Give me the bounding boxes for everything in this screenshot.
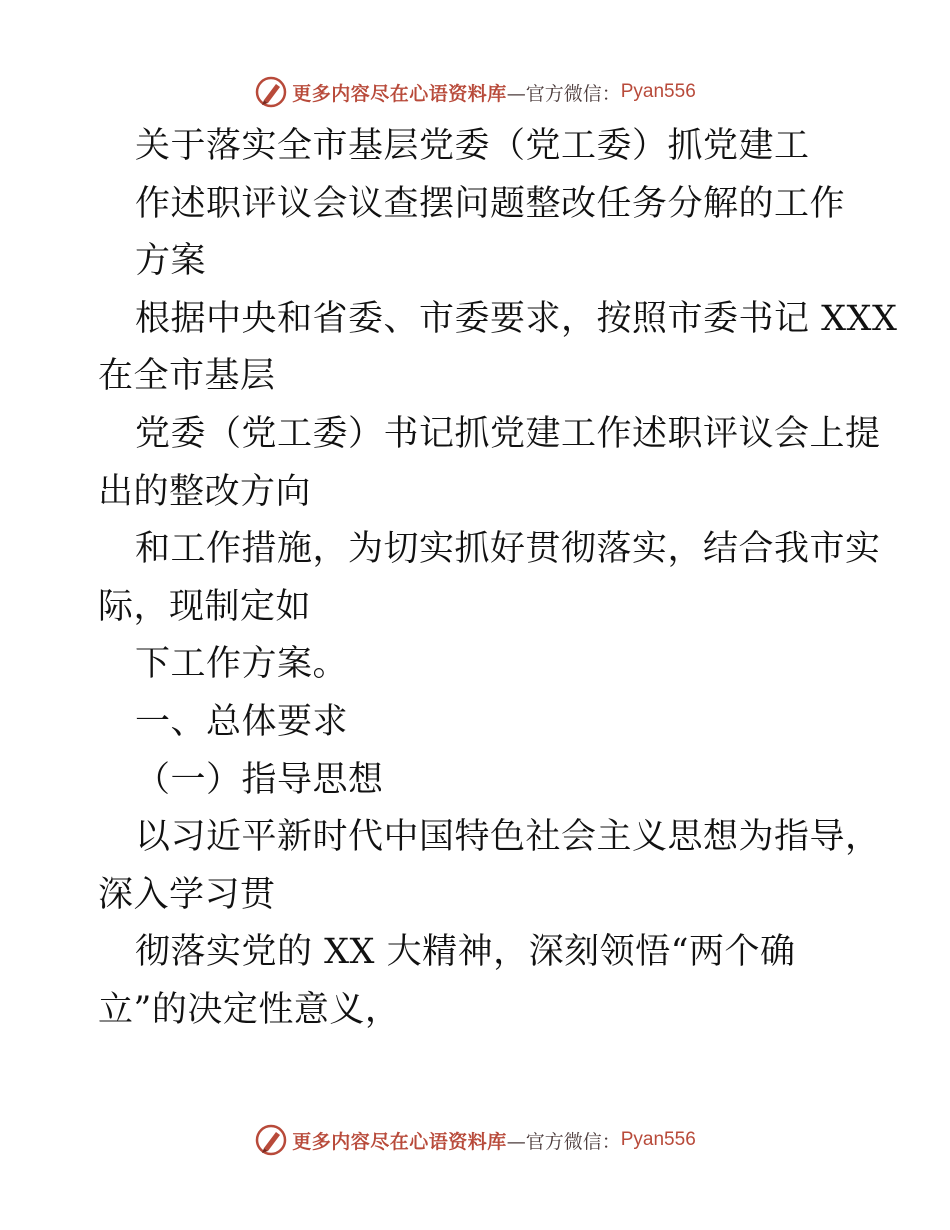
text-line: 和工作措施，为切实抓好贯彻落实，结合我市实 (135, 529, 881, 570)
text-line: 以习近平新时代中国特色社会主义思想为指导， (135, 817, 881, 858)
text-line: （一）指导思想 (135, 759, 384, 800)
header-watermark (0, 72, 950, 112)
text-line: 作述职评议会议查摆问题整改任务分解的工作 (135, 183, 846, 224)
watermark-dash-text: —官方微信： (506, 1130, 621, 1153)
pen-logo-icon (254, 1123, 288, 1157)
text-line: 立”的决定性意义， (98, 989, 401, 1030)
watermark-brand-text: 更多内容尽在心语资料库 (292, 82, 507, 105)
text-line: 党委（党工委）书记抓党建工作述职评议会上提 (135, 413, 881, 454)
text-line: 下工作方案。 (135, 644, 349, 685)
watermark-brand-text: 更多内容尽在心语资料库 (292, 1130, 507, 1153)
watermark-dash-text: —官方微信： (506, 82, 621, 105)
footer-watermark (0, 1120, 950, 1160)
text-line: 出的整改方向 (98, 471, 312, 512)
document-body (98, 118, 898, 1040)
text-line: 在全市基层 (98, 356, 276, 397)
text-line: 关于落实全市基层党委（党工委）抓党建工 (135, 126, 810, 166)
text-line: 一、总体要求 (135, 701, 349, 742)
text-line: 根据中央和省委、市委要求，按照市委书记 XXX (135, 298, 898, 339)
text-line: 深入学习贯 (98, 874, 276, 915)
watermark-wechat-id: Pyan556 (620, 81, 696, 102)
text-line: 方案 (135, 241, 207, 282)
text-line: 际，现制定如 (98, 586, 312, 627)
text-line: 彻落实党的 XX 大精神，深刻领悟“两个确 (135, 932, 796, 973)
watermark-wechat-id: Pyan556 (620, 1129, 696, 1150)
pen-logo-icon (254, 75, 288, 109)
